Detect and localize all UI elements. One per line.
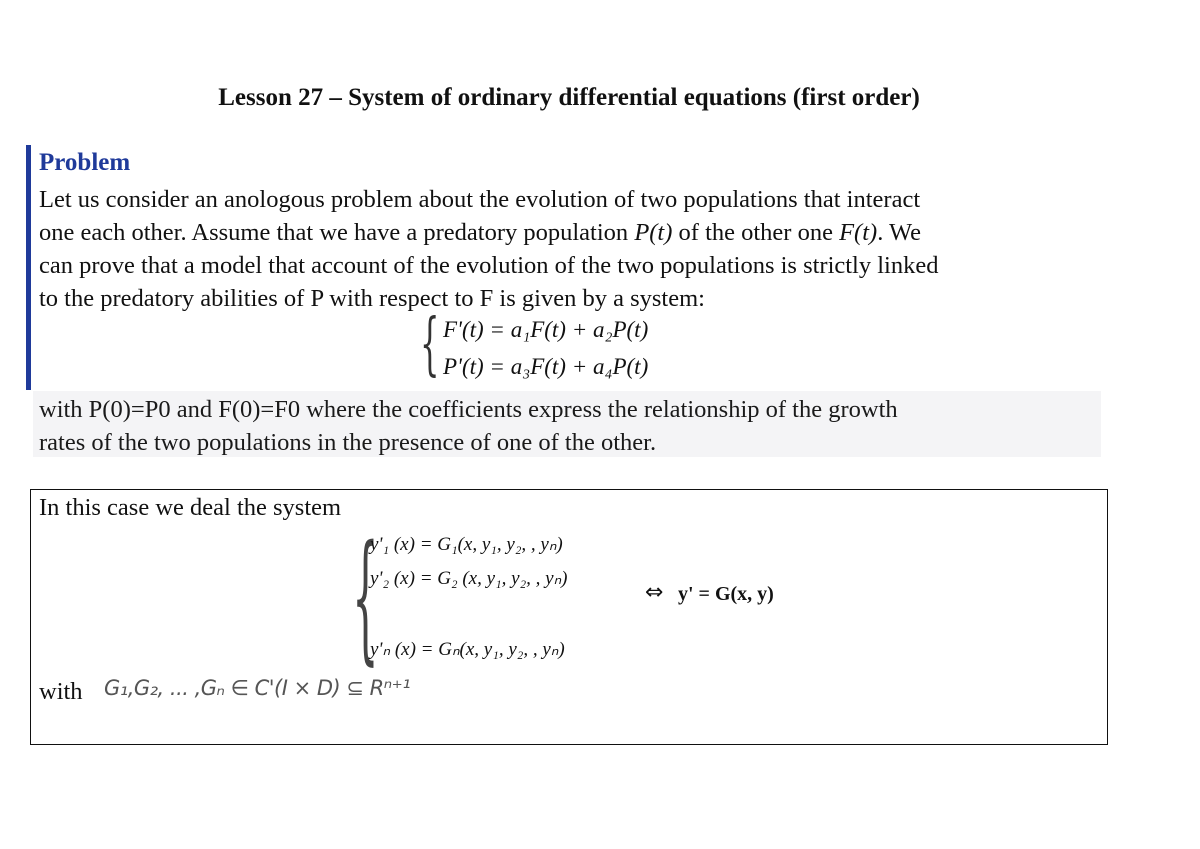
with-label: with <box>39 678 83 705</box>
equivalence-symbol: ⇔ <box>645 580 664 605</box>
predator-symbol: P(t) <box>634 219 673 246</box>
equation-p: P'(t) = a₃F(t) + a₄P(t) <box>443 354 649 379</box>
left-brace: { <box>420 305 440 384</box>
paragraph-line <box>39 216 938 249</box>
equation-yn: y'ₙ (x) = Gₙ(x, y₁, y₂, , yₙ) <box>370 639 565 660</box>
box-intro-text: In this case we deal the system <box>39 494 342 521</box>
vector-form-equation: y' = G(x, y) <box>678 583 774 605</box>
prey-symbol: F(t) <box>839 219 878 246</box>
paragraph-line: Let us consider an anologous problem about the evolution of two populations that interact <box>39 186 921 213</box>
general-system-box <box>30 489 1108 745</box>
text-run: one each other. Assume that we have a predatory population <box>39 219 635 246</box>
problem-accent-bar <box>26 145 31 390</box>
text-run: . We <box>877 219 922 246</box>
left-brace: { <box>352 516 379 679</box>
equation-y1: y'₁ (x) = G₁(x, y₁, y₂, , yₙ) <box>370 534 563 555</box>
paragraph-line: rates of the two populations in the presence of one of the other. <box>39 429 657 456</box>
text-run: of the other one <box>672 219 840 246</box>
problem-paragraph <box>39 183 938 315</box>
problem-heading: Problem <box>39 149 131 176</box>
regularity-condition: G₁,G₂, ... ,Gₙ ∈ C'(I × D) ⊆ Rⁿ⁺¹ <box>104 676 411 700</box>
paragraph-line: can prove that a model that account of the evolution of the two populations is strictly linked <box>39 252 939 279</box>
equation-y2: y'₂ (x) = G₂ (x, y₁, y₂, , yₙ) <box>370 568 568 589</box>
paragraph-line: to the predatory abilities of P with respect to F is given by a system: <box>39 285 705 312</box>
page-title: Lesson 27 – System of ordinary differential equations (first order) <box>218 84 920 111</box>
initial-conditions-paragraph <box>39 393 898 459</box>
paragraph-line: with P(0)=P0 and F(0)=F0 where the coefficients express the relationship of the growth <box>39 396 898 423</box>
equation-f: F'(t) = a₁F(t) + a₂P(t) <box>443 317 649 342</box>
